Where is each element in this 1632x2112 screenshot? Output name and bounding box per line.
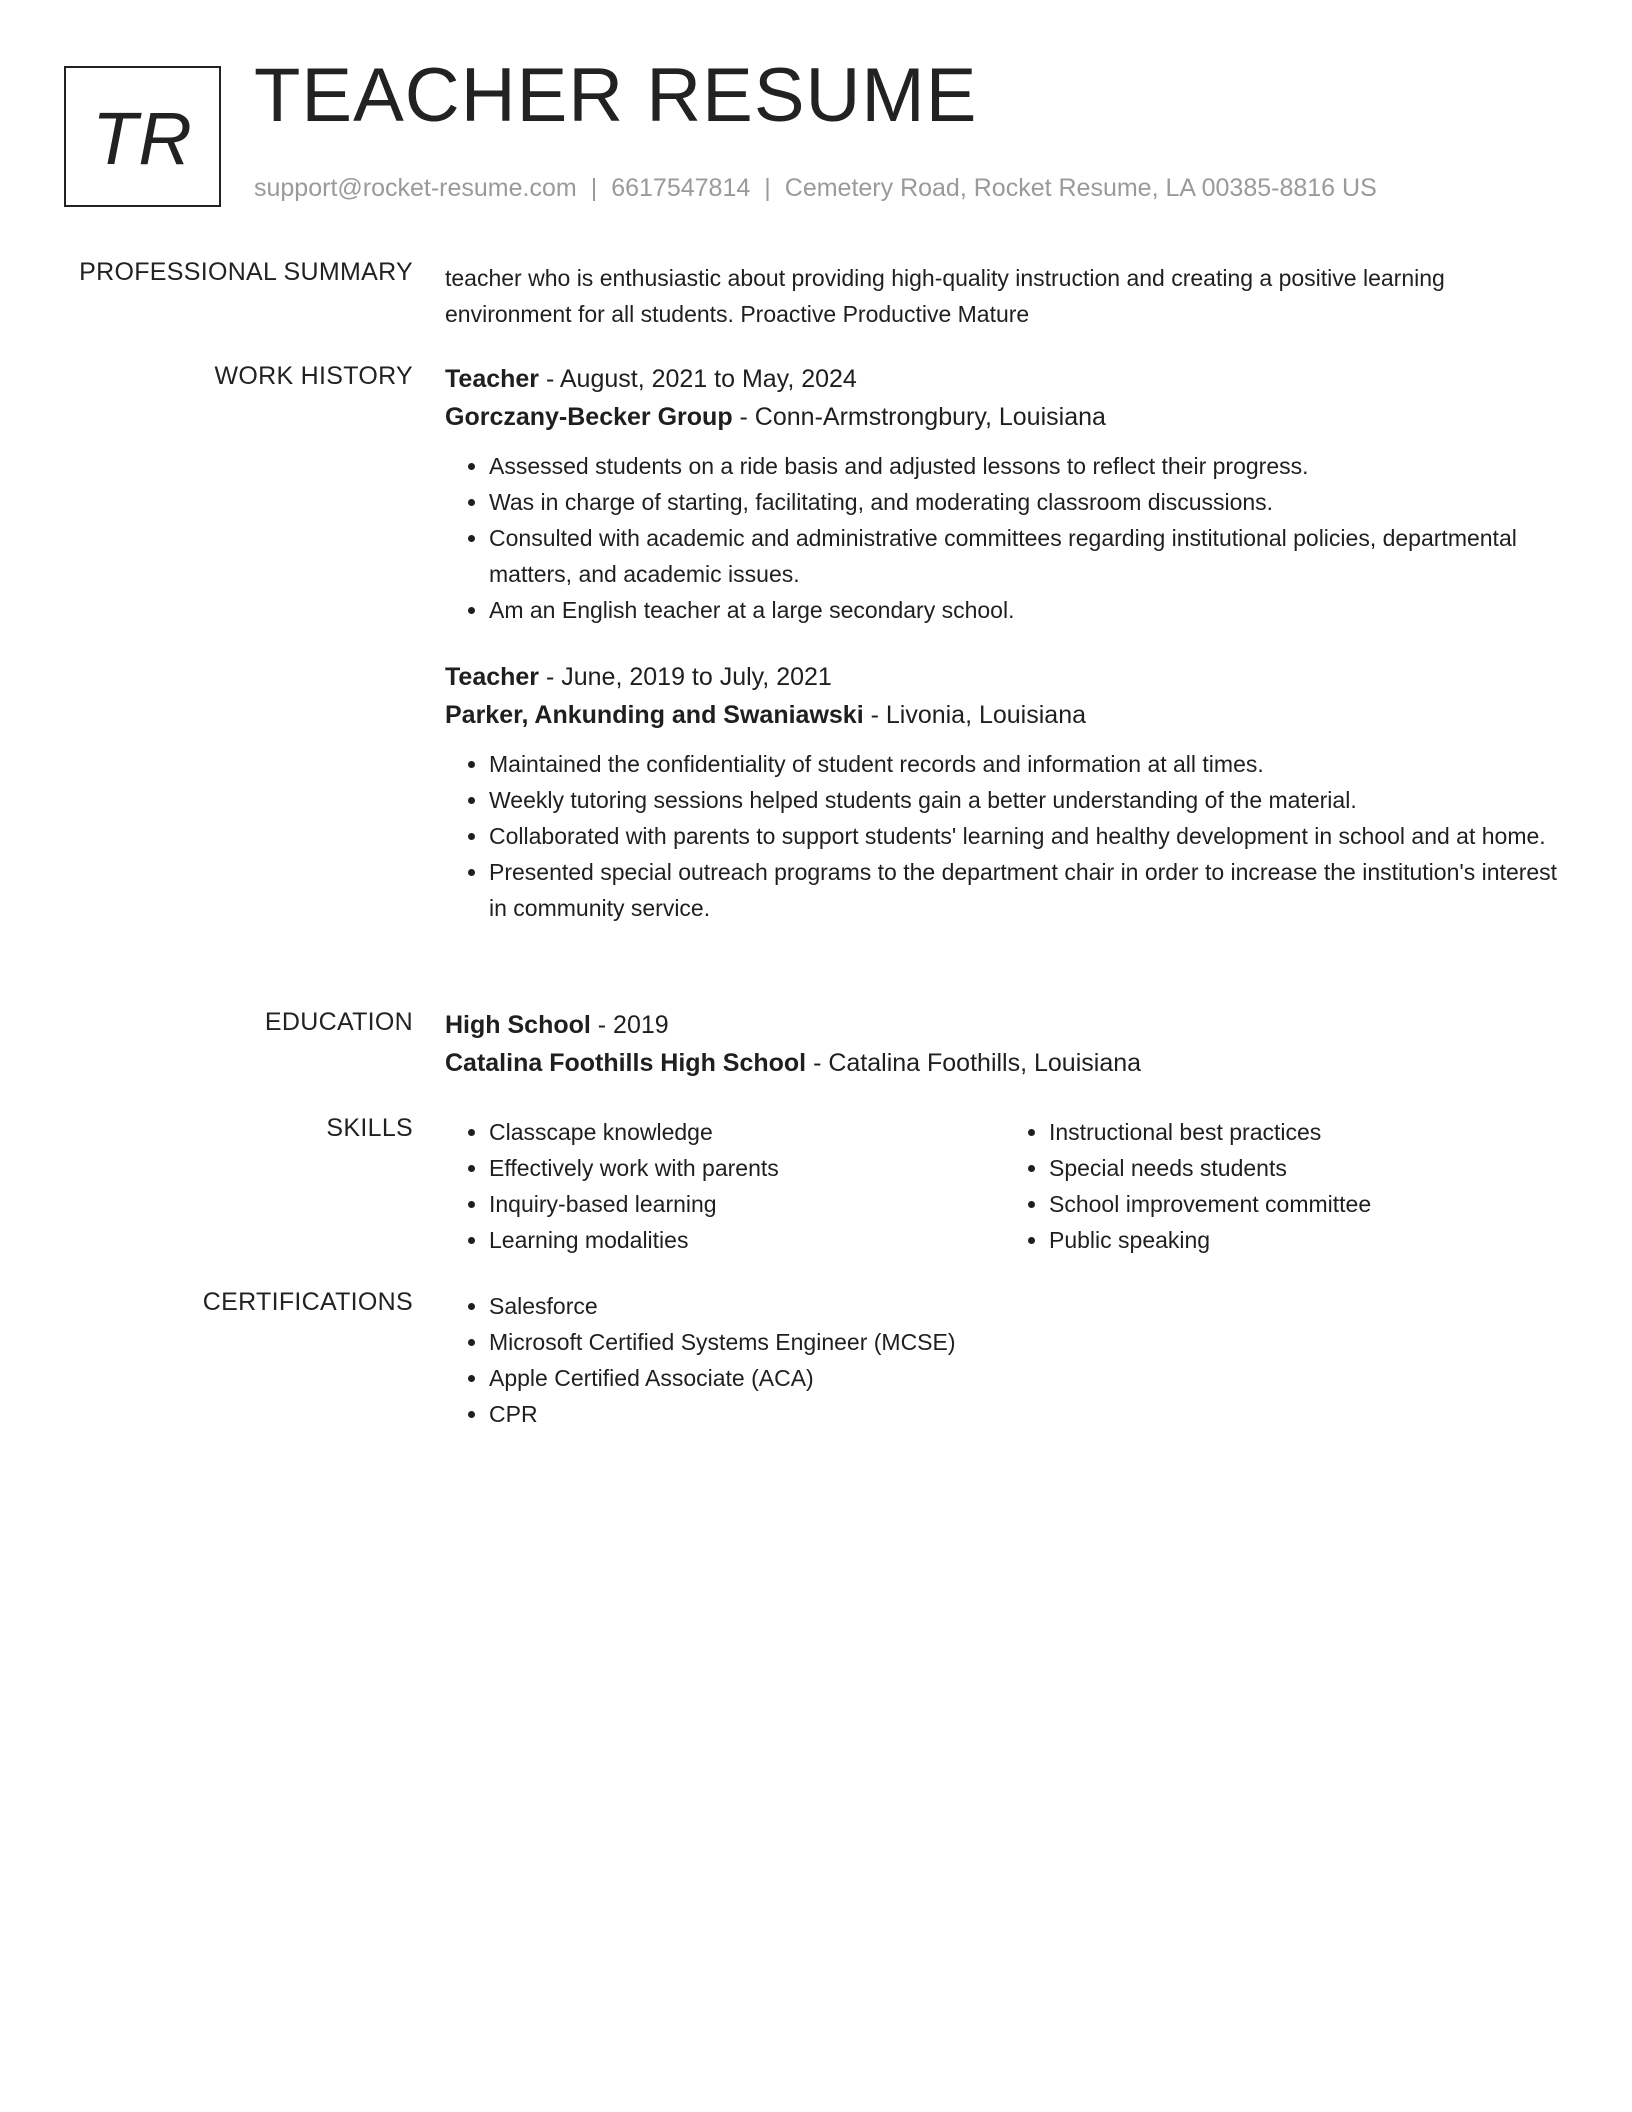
contact-line: [254, 176, 1377, 201]
section-label-work-history: WORK HISTORY: [214, 362, 413, 390]
job-title: Teacher: [445, 365, 540, 393]
skill-item: • Classcape knowledge: [489, 1114, 1005, 1150]
certification-item: • Apple Certified Associate (ACA): [489, 1360, 1565, 1396]
resume-title: TEACHER RESUME: [254, 53, 978, 138]
certifications-body: [445, 1288, 1565, 1432]
section-label-skills: SKILLS: [326, 1114, 413, 1142]
skills-body: [445, 1114, 1565, 1258]
summary-text: teacher who is enthusiastic about providing high-quality instruction and creating a positive learning environment for all students. Proactive Productive Mature: [445, 265, 1445, 327]
employer-location: - Conn-Armstrongbury, Louisiana: [732, 403, 1106, 431]
monogram-box: [64, 66, 221, 207]
job-bullet: • Maintained the confidentiality of student records and information at all times.: [489, 746, 1565, 782]
section-label-education: EDUCATION: [264, 1008, 413, 1036]
job-bullet: • Assessed students on a ride basis and adjusted lessons to reflect their progress.: [489, 448, 1565, 484]
education-body: [445, 1006, 1565, 1082]
degree-year: - 2019: [590, 1011, 669, 1039]
employer-name: Parker, Ankunding and Swaniawski: [445, 701, 864, 729]
job-dates: - June, 2019 to July, 2021: [539, 663, 832, 691]
job-bullet: • Was in charge of starting, facilitating, and moderating classroom discussions.: [489, 484, 1565, 520]
section-label-certifications: CERTIFICATIONS: [202, 1288, 413, 1316]
certification-item: • Salesforce: [489, 1288, 1565, 1324]
contact-separator: |: [764, 174, 771, 202]
school-line: [445, 1044, 1565, 1082]
skill-item: • Instructional best practices: [1049, 1114, 1565, 1150]
job-bullet: • Collaborated with parents to support students' learning and healthy development in school and at home.: [489, 818, 1565, 854]
certifications-list: [445, 1288, 1565, 1432]
job-bullet: • Presented special outreach programs to the department chair in order to increase the institution's interest in community service.: [489, 854, 1565, 926]
contact-separator: |: [590, 174, 598, 202]
job-bullet: • Consulted with academic and administrative committees regarding institutional policies, departmental matters, and academic issues.: [489, 520, 1565, 592]
school-name: Catalina Foothills High School: [445, 1049, 807, 1077]
employer-name: Gorczany-Becker Group: [445, 403, 733, 431]
certification-item: • CPR: [489, 1396, 1565, 1432]
school-location: - Catalina Foothills, Louisiana: [806, 1049, 1142, 1077]
skill-item: • School improvement committee: [1049, 1186, 1565, 1222]
job-title-line: [445, 360, 1565, 398]
monogram-initials: TR: [92, 96, 193, 180]
contact-email: support@rocket-resume.com: [254, 174, 577, 202]
employer-location: - Livonia, Louisiana: [863, 701, 1087, 729]
degree-line: [445, 1006, 1565, 1044]
job-dates: - August, 2021 to May, 2024: [539, 365, 857, 393]
job-entry: [445, 360, 1565, 628]
skill-item: • Public speaking: [1049, 1222, 1565, 1258]
certification-item: • Microsoft Certified Systems Engineer (MCSE): [489, 1324, 1565, 1360]
skills-grid: [445, 1114, 1565, 1258]
contact-address: Cemetery Road, Rocket Resume, LA 00385-8816 US: [784, 174, 1377, 202]
skill-item: • Learning modalities: [489, 1222, 1005, 1258]
skill-item: • Effectively work with parents: [489, 1150, 1005, 1186]
skill-item: • Inquiry-based learning: [489, 1186, 1005, 1222]
work-history-body: [445, 360, 1565, 926]
degree-name: High School: [445, 1011, 591, 1039]
job-bullets: [445, 448, 1565, 628]
contact-phone: 6617547814: [611, 174, 751, 202]
job-entry: [445, 658, 1565, 926]
employer-line: [445, 398, 1565, 436]
job-bullets: [445, 746, 1565, 926]
job-bullet: • Am an English teacher at a large secondary school.: [489, 592, 1565, 628]
skills-column-left: [445, 1114, 1005, 1258]
job-title-line: [445, 658, 1565, 696]
section-label-summary: PROFESSIONAL SUMMARY: [79, 258, 413, 286]
employer-line: [445, 696, 1565, 734]
job-bullet: • Weekly tutoring sessions helped students gain a better understanding of the material.: [489, 782, 1565, 818]
skills-column-right: [1005, 1114, 1565, 1258]
job-title: Teacher: [445, 663, 540, 691]
skill-item: • Special needs students: [1049, 1150, 1565, 1186]
